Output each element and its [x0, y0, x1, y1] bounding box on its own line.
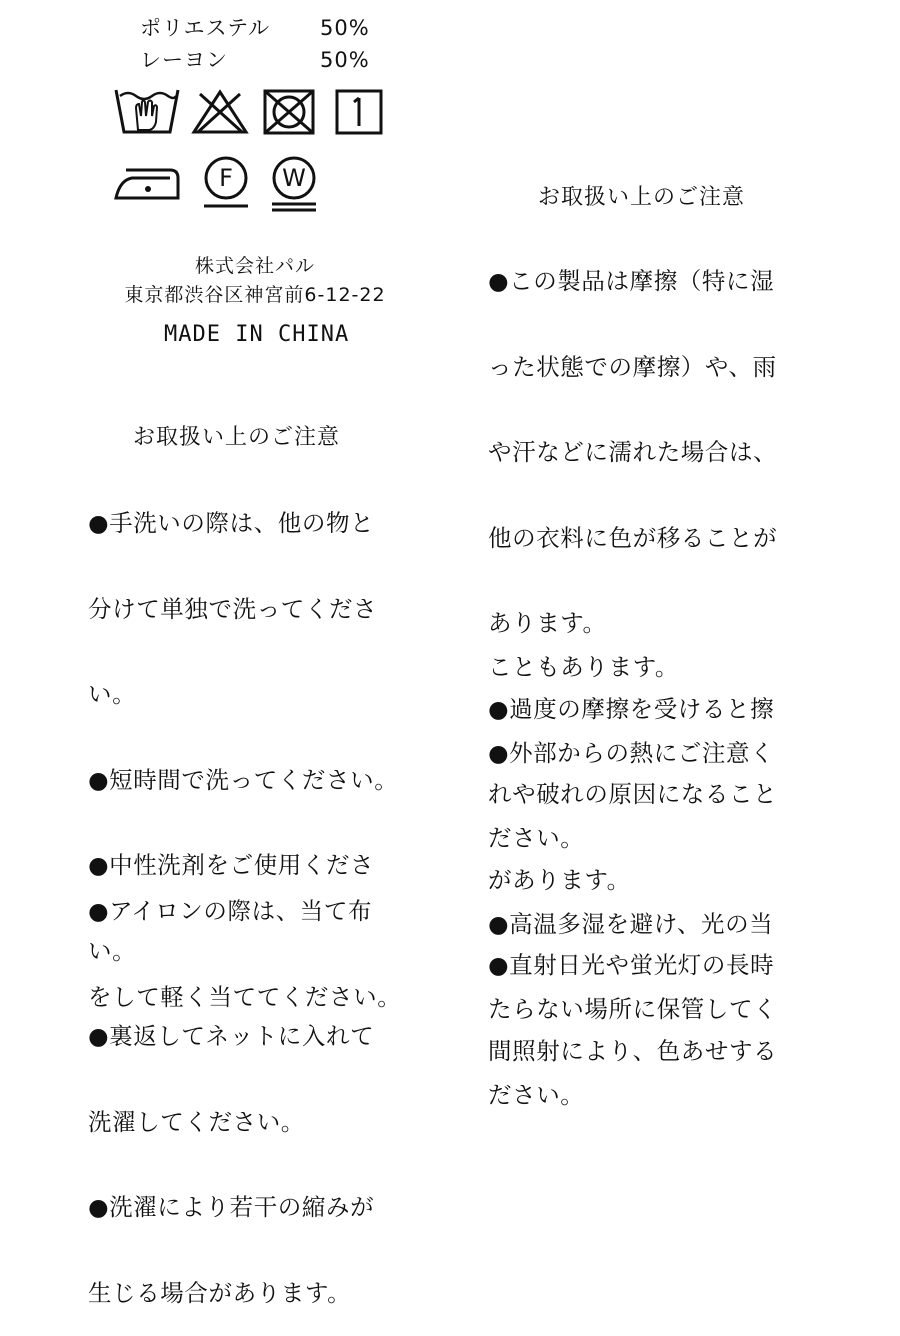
material-name: ポリエステル: [140, 16, 271, 40]
care-line: った状態での摩擦）や、雨: [488, 352, 777, 381]
care-line: ●この製品は摩擦（特に湿: [488, 267, 775, 295]
wet-clean-w-icon: [264, 154, 324, 212]
composition-row: [140, 44, 400, 76]
care-line: ●裏返してネットに入れて: [88, 1022, 375, 1050]
care-line: ●高温多湿を避け、光の当: [488, 909, 774, 938]
care-line: ださい。: [488, 824, 585, 852]
material-percent: 50%: [320, 48, 370, 72]
care-line: ●アイロンの際は、当て布: [88, 897, 373, 925]
care-line: 分けて単独で洗ってくださ: [88, 594, 378, 623]
care-line: ださい。: [488, 1080, 585, 1109]
care-line: れや破れの原因になること: [488, 780, 778, 808]
care-line: ●直射日光や蛍光灯の長時: [488, 951, 775, 979]
composition-block: [140, 12, 400, 76]
wet-clean-letter: W: [282, 164, 306, 192]
care-line: ●短時間で洗ってください。: [88, 765, 399, 794]
left-care-heading: お取扱い上のご注意: [133, 425, 341, 450]
made-in-label: MADE IN CHINA: [164, 322, 350, 347]
care-line: ●過度の摩擦を受けると擦: [488, 694, 775, 723]
care-line: 間照射により、色あせする: [488, 1036, 778, 1065]
company-info: [90, 252, 420, 310]
company-name: 株式会社パル: [194, 255, 315, 277]
care-line: ●中性洗剤をご使用くださ: [88, 851, 375, 879]
care-line: や汗などに濡れた場合は、: [488, 438, 778, 466]
left-care-notes-bottom: [88, 840, 401, 1040]
composition-row: [140, 12, 400, 44]
no-bleach-icon: [190, 88, 250, 136]
hand-wash-icon: [112, 86, 182, 136]
care-line: 洗濯してください。: [88, 1107, 305, 1136]
care-line: 生じる場合があります。: [88, 1278, 352, 1307]
care-line: 他の衣料に色が移ることが: [488, 523, 778, 552]
material-percent: 50%: [320, 16, 370, 40]
right-care-notes-bottom: [488, 596, 777, 1138]
care-line: たらない場所に保管してく: [488, 995, 778, 1023]
no-tumble-dry-icon: [262, 88, 316, 136]
dry-clean-f-icon: [196, 154, 256, 210]
care-line: い。: [88, 936, 137, 965]
care-line: こともあります。: [488, 653, 679, 681]
line-dry-icon: [334, 88, 384, 136]
care-symbols-row-2: [112, 154, 392, 214]
care-line: ●外部からの熱にご注意く: [488, 738, 775, 767]
care-line: があります。: [488, 865, 631, 894]
right-care-heading: お取扱い上のご注意: [538, 185, 746, 210]
care-line: ●手洗いの際は、他の物と: [88, 509, 375, 537]
company-address: 東京都渋谷区神宮前6-12-22: [124, 284, 386, 306]
care-line: あります。: [488, 609, 607, 637]
dry-clean-letter: F: [219, 164, 233, 192]
care-symbols-row-1: [112, 86, 392, 146]
care-line: い。: [88, 680, 137, 708]
care-line: をして軽く当ててください。: [88, 982, 402, 1011]
care-line: ●洗濯により若干の縮みが: [88, 1193, 375, 1221]
material-name: レーヨン: [140, 48, 228, 72]
iron-low-icon: [112, 162, 184, 204]
